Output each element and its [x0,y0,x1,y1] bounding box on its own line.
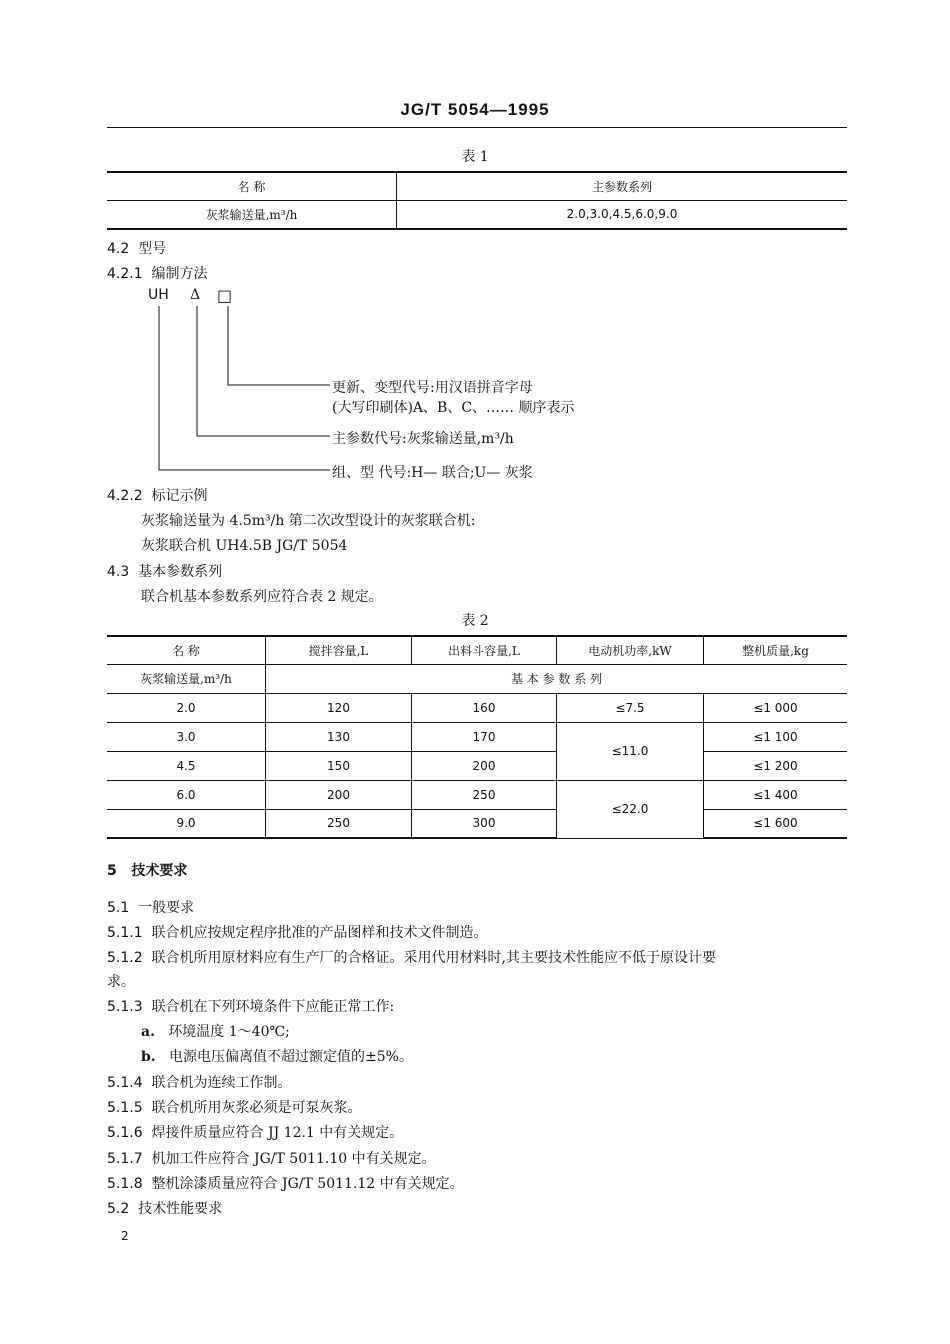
section-number: 4.2 [107,241,130,257]
table1-header-series: 主参数系列 [397,172,848,200]
table2-cell: 4.5 [107,751,266,780]
clause-text: 联合机所用灰浆必须是可泵灰浆。 [151,1100,362,1116]
section-title: 一般要求 [138,900,195,916]
section-title: 型号 [138,241,167,257]
section-4-3-text: 联合机基本参数系列应符合表 2 规定。 [141,589,383,605]
table2-cell: ≤1 100 [704,722,848,751]
list-text: 电源电压偏离值不超过额定值的±5%。 [169,1049,413,1065]
table2-cell: 170 [412,722,557,751]
marking-example-line1: 灰浆输送量为 4.5m³/h 第二次改型设计的灰浆联合机: [141,513,476,529]
table2-cell: 250 [266,809,412,838]
clause-5-1-4 [107,1072,292,1092]
clause-5-1-5 [107,1097,362,1117]
table2-cell: 2.0 [107,693,266,722]
clause-number: 5.1.3 [107,999,143,1015]
clause-5-1-3 [107,996,394,1016]
table2-cell: 9.0 [107,809,266,838]
clause-5-1-1 [107,922,488,942]
section-title: 技术要求 [131,863,188,879]
clause-text: 联合机应按规定程序批准的产品图样和技术文件制造。 [151,925,488,941]
connector-line-change [228,306,330,385]
clause-5-1-2 [107,947,716,967]
table2-cell: ≤22.0 [557,780,704,838]
table2-cell: ≤11.0 [557,722,704,780]
clause-5-1-6 [107,1122,403,1142]
marking-example-line2: 灰浆联合机 UH4.5B JG/T 5054 [141,538,348,554]
table2-cell: 250 [412,780,557,809]
section-5 [107,860,187,880]
desc-change-code-1: 更新、变型代号:用汉语拼音字母 [332,380,533,396]
clause-text: 机加工件应符合 JG/T 5011.10 中有关规定。 [151,1151,436,1167]
clause-text: 联合机所用原材料应有生产厂的合格证。采用代用材料时,其主要技术性能应不低于原设计要 [151,950,716,966]
section-number: 5.1 [107,900,130,916]
clause-number: 5.1.2 [107,950,143,966]
section-title: 标记示例 [151,488,208,504]
table2-cell: 200 [412,751,557,780]
clause-text: 整机涂漆质量应符合 JG/T 5011.12 中有关规定。 [151,1176,464,1192]
table2-cell: ≤7.5 [557,693,704,722]
table2-cell: ≤1 600 [704,809,848,838]
section-4-3 [107,561,222,581]
list-marker: a. [141,1024,155,1040]
table2-header: 搅拌容量,L [266,636,412,664]
clause-number: 5.1.4 [107,1075,143,1091]
connector-line-group [159,306,330,470]
table2-cell: ≤1 000 [704,693,848,722]
table2-cell: 200 [266,780,412,809]
connector-line-param [197,306,330,436]
desc-group-code: 组、型 代号:H— 联合;U— 灰浆 [332,465,533,481]
model-prefix: UH [148,287,169,303]
table2-cell: 3.0 [107,722,266,751]
clause-number: 5.1.5 [107,1100,143,1116]
section-number: 4.2.2 [107,488,143,504]
table1-caption: 表 1 [461,149,489,165]
table1-cell: 灰浆输送量,m³/h [107,200,397,229]
clause-number: 5.1.7 [107,1151,143,1167]
table2-caption: 表 2 [461,613,489,629]
table2-cell: ≤1 200 [704,751,848,780]
desc-change-code-2: (大写印刷体)A、B、C、…… 顺序表示 [332,400,575,416]
table2-header: 出料斗容量,L [412,636,557,664]
section-4-2-2 [107,485,208,505]
delta-mark: Δ [190,287,201,303]
table1-header-name: 名 称 [107,172,397,200]
clause-number: 5.1.8 [107,1176,143,1192]
table2-cell: 160 [412,693,557,722]
clause-text: 联合机在下列环境条件下应能正常工作: [151,999,395,1015]
list-text: 环境温度 1～40℃; [168,1024,290,1040]
section-5-2 [107,1198,222,1218]
list-marker: b. [141,1049,156,1065]
clause-text: 焊接件质量应符合 JJ 12.1 中有关规定。 [151,1125,404,1141]
page-number: 2 [121,1229,129,1243]
section-5-1 [107,897,194,917]
clause-5-1-2-continued: 求。 [107,974,135,990]
table2-subrow-span: 基 本 参 数 系 列 [266,664,848,693]
table2-cell: 150 [266,751,412,780]
desc-param-code: 主参数代号:灰浆输送量,m³/h [332,431,514,447]
section-title: 基本参数系列 [138,564,223,580]
list-item-b [141,1046,413,1066]
section-number: 5 [107,863,117,879]
table2-cell: 130 [266,722,412,751]
table2-header: 名 称 [107,636,266,664]
section-title: 编制方法 [151,266,208,282]
section-number: 5.2 [107,1201,130,1217]
list-item-a [141,1021,290,1041]
clause-5-1-7 [107,1148,436,1168]
table2-cell: 120 [266,693,412,722]
table2-cell: 300 [412,809,557,838]
clause-text: 联合机为连续工作制。 [151,1075,292,1091]
section-number: 4.3 [107,564,130,580]
section-title: 技术性能要求 [138,1201,223,1217]
box-mark: □ [217,286,233,305]
table2-header: 电动机功率,kW [557,636,704,664]
clause-number: 5.1.1 [107,925,143,941]
table2-cell: ≤1 400 [704,780,848,809]
table1-cell: 2.0,3.0,4.5,6.0,9.0 [397,200,848,229]
table2-cell: 6.0 [107,780,266,809]
table2-header: 整机质量,kg [704,636,848,664]
table2 [107,635,847,839]
section-number: 4.2.1 [107,266,143,282]
standard-header: JG/T 5054—1995 [400,100,550,119]
clause-5-1-8 [107,1173,464,1193]
clause-number: 5.1.6 [107,1125,143,1141]
table2-subrow-label: 灰浆输送量,m³/h [107,664,266,693]
